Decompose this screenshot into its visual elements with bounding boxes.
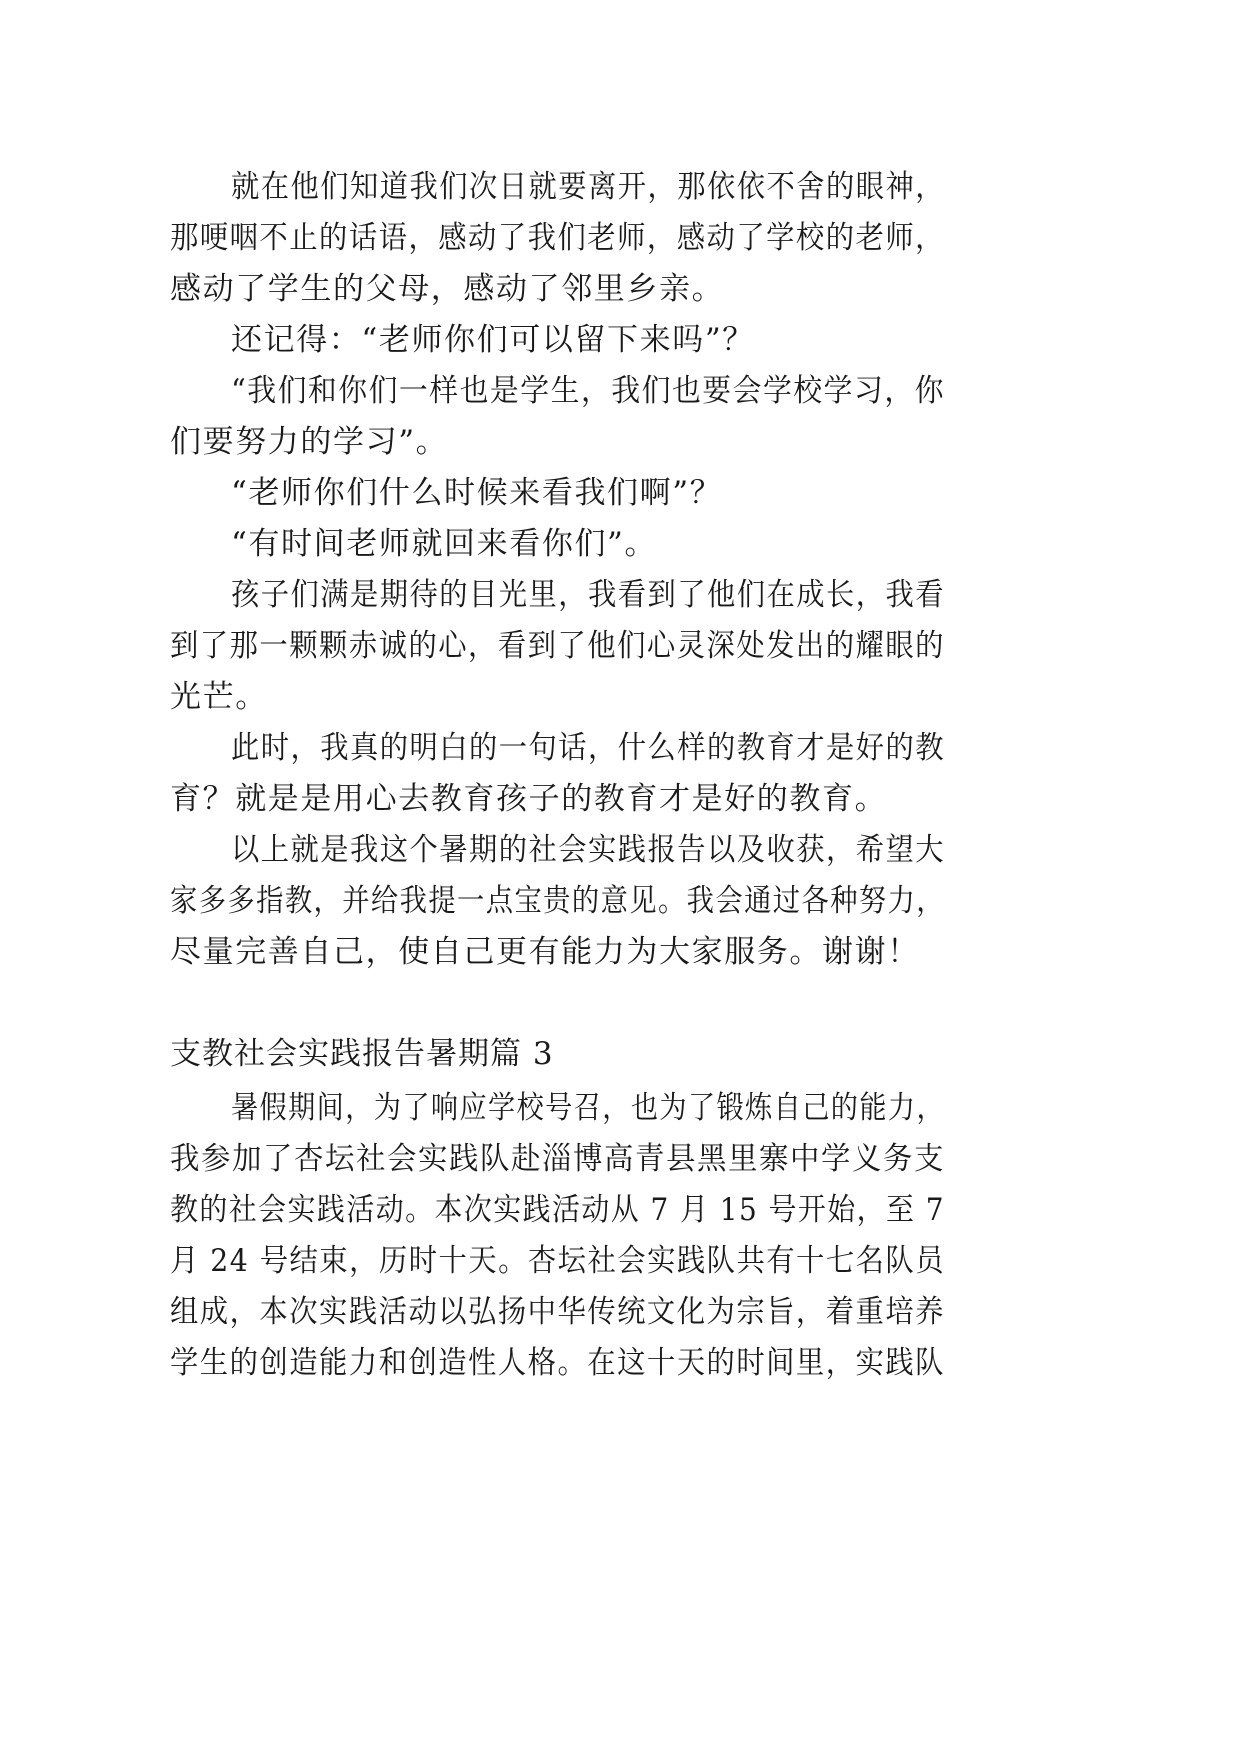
text-line: 光芒。: [170, 679, 268, 715]
text-line: 感动了学生的父母，感动了邻里乡亲。: [170, 271, 725, 307]
text-line: 月 24 号结束，历时十天。杏坛社会实践队共有十七名队员: [170, 1243, 946, 1279]
text-line: 我参加了杏坛社会实践队赴淄博高青县黑里寨中学义务支: [170, 1141, 945, 1177]
text-line: “我们和你们一样也是学生，我们也要会学校学习，你: [231, 373, 946, 409]
text-line: “老师你们什么时候来看我们啊”？: [231, 475, 723, 511]
text-line: 那哽咽不止的话语，感动了我们老师，感动了学校的老师，: [170, 220, 945, 256]
text-line: 以上就是我这个暑期的社会实践报告以及收获，希望大: [231, 832, 946, 868]
text-line: 到了那一颗颗赤诚的心，看到了他们心灵深处发出的耀眼的: [170, 628, 945, 664]
section-heading: 支教社会实践报告暑期篇 3: [170, 1036, 554, 1072]
text-line: 此时，我真的明白的一句话，什么样的教育才是好的教: [231, 730, 946, 766]
text-line: 孩子们满是期待的目光里，我看到了他们在成长，我看: [231, 577, 946, 613]
text-line: 育？就是是用心去教育孩子的教育才是好的教育。: [170, 781, 888, 817]
text-line: 组成，本次实践活动以弘扬中华传统文化为宗旨，着重培养: [170, 1294, 945, 1330]
text-line: 尽量完善自己，使自己更有能力为大家服务。谢谢！: [170, 934, 920, 970]
text-line: 暑假期间，为了响应学校号召，也为了锻炼自己的能力，: [231, 1090, 946, 1126]
text-line: 们要努力的学习”。: [170, 424, 449, 460]
text-line: 教的社会实践活动。本次实践活动从 7 月 15 号开始，至 7: [170, 1192, 945, 1228]
text-line: 家多多指教，并给我提一点宝贵的意见。我会通过各种努力，: [170, 883, 946, 919]
text-line: 还记得：“老师你们可以留下来吗”？: [231, 322, 755, 358]
text-line: “有时间老师就回来看你们”。: [231, 526, 658, 562]
text-line: 就在他们知道我们次日就要离开，那依依不舍的眼神，: [231, 169, 946, 205]
text-line: 学生的创造能力和创造性人格。在这十天的时间里，实践队: [170, 1345, 945, 1381]
